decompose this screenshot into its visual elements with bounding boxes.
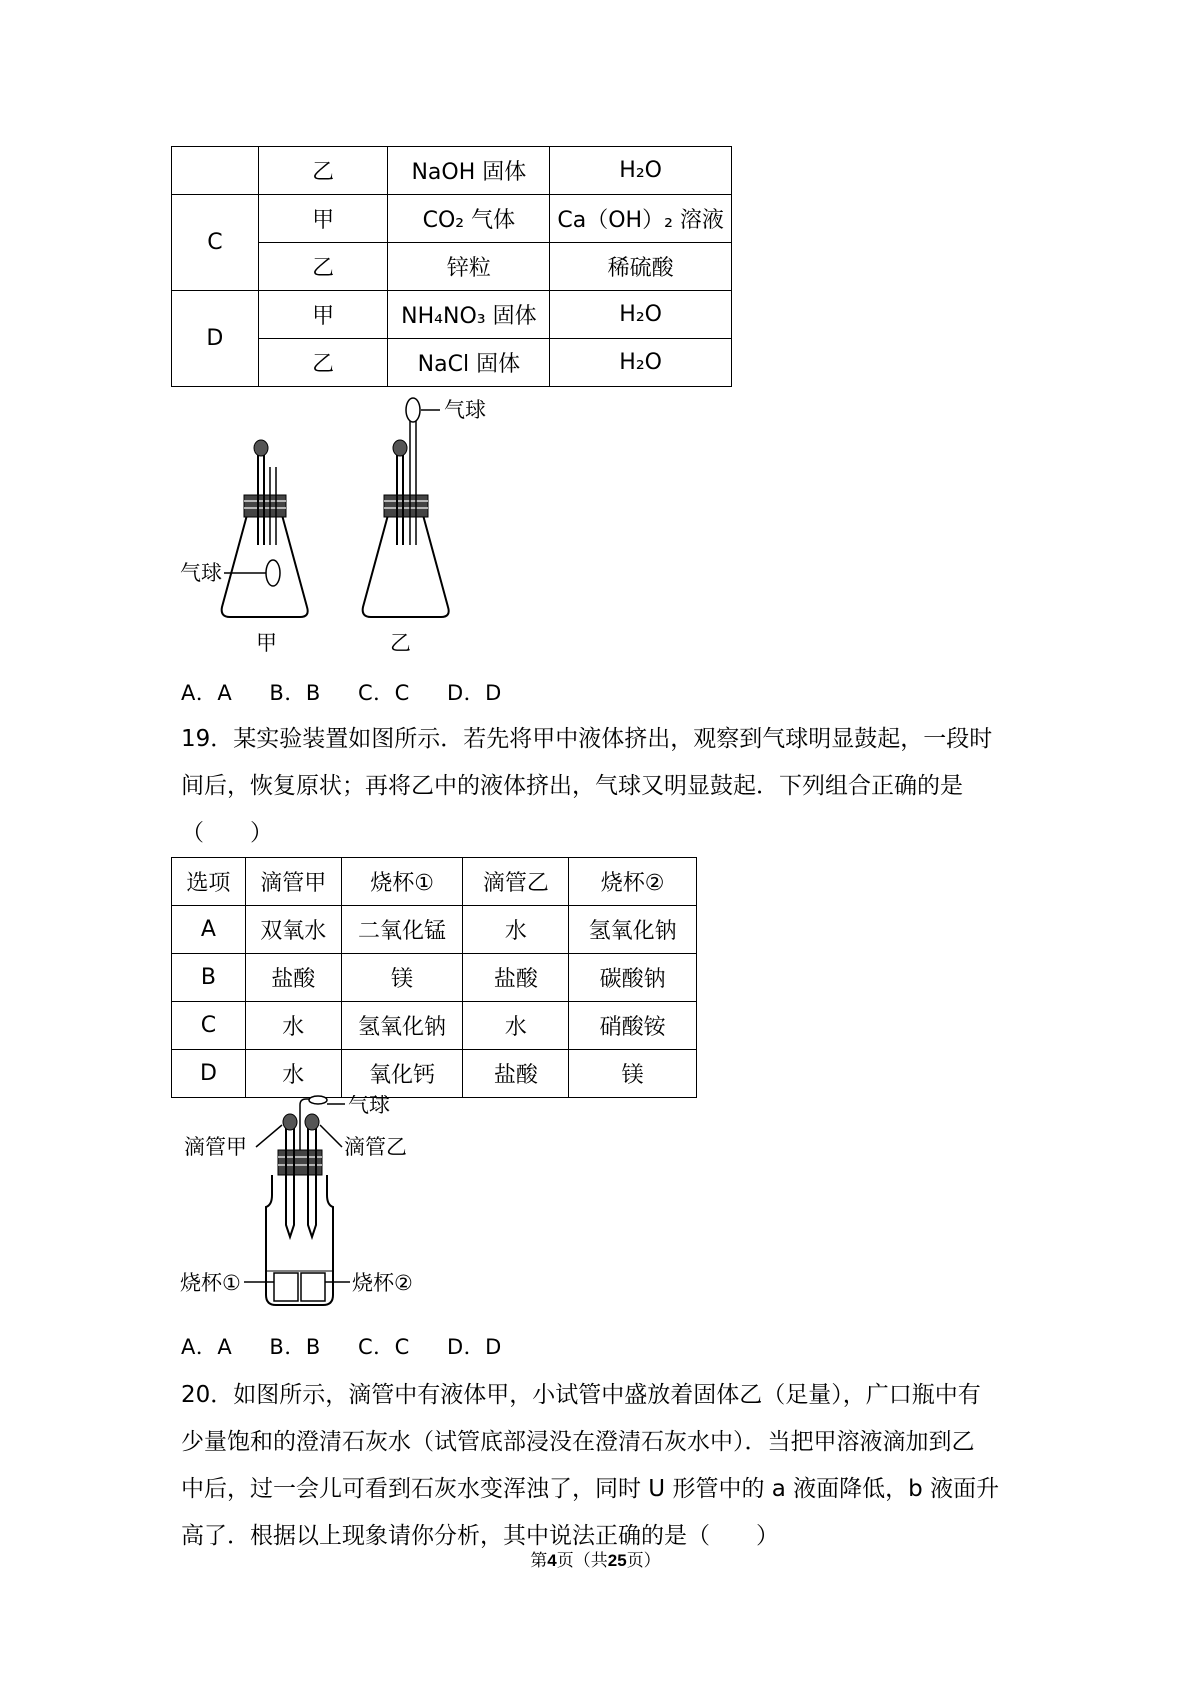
table-cell: 盐酸: [463, 1050, 569, 1098]
table-row: [172, 195, 732, 243]
footer-suffix: 页）: [626, 1551, 661, 1571]
q19-table: [171, 857, 697, 1098]
table-cell: 氧化钙: [341, 1050, 463, 1098]
q19-line-1: 19．某实验装置如图所示．若先将甲中液体挤出，观察到气球明显鼓起，一段时: [181, 726, 993, 752]
table-header-cell: 滴管乙: [463, 858, 569, 906]
table-header-cell: 烧杯②: [569, 858, 697, 906]
table-row: [172, 906, 697, 954]
choice-b: B．B: [269, 1335, 321, 1359]
q20-stem: [181, 1372, 1021, 1560]
table-cell: C: [172, 195, 259, 291]
table-header-cell: 烧杯①: [341, 858, 463, 906]
q18-flask-figure: [170, 395, 510, 660]
q19-choices: [181, 1331, 532, 1361]
table-cell: 双氧水: [245, 906, 341, 954]
q20-line-2: 少量饱和的澄清石灰水（试管底部浸没在澄清石灰水中）．当把甲溶液滴加到乙: [181, 1429, 975, 1455]
table-cell: 水: [245, 1050, 341, 1098]
choice-d: D．D: [446, 681, 502, 705]
table-header-cell: 滴管甲: [245, 858, 341, 906]
balloon-label-yi: 气球: [444, 398, 486, 422]
q18-table: [171, 146, 732, 387]
table-cell: 水: [245, 1002, 341, 1050]
table-cell: Ca（OH）₂ 溶液: [550, 195, 732, 243]
table-cell: NH₄NO₃ 固体: [388, 291, 550, 339]
q20-line-4: 高了．根据以上现象请你分析，其中说法正确的是（ ）: [181, 1523, 779, 1549]
table-cell: 硝酸铵: [569, 1002, 697, 1050]
table-cell: 氢氧化钠: [569, 906, 697, 954]
table-cell: 锌粒: [388, 243, 550, 291]
table-cell: 镁: [569, 1050, 697, 1098]
table-cell: 水: [463, 906, 569, 954]
beaker-2-label: 烧杯②: [352, 1271, 413, 1295]
table-cell: H₂O: [550, 291, 732, 339]
q18-choices: [181, 677, 532, 707]
q19-stem: [181, 716, 1021, 857]
table-cell: D: [172, 291, 259, 387]
table-cell: C: [172, 1002, 246, 1050]
q20-line-3: 中后，过一会儿可看到石灰水变浑浊了，同时 U 形管中的 a 液面降低，b 液面升: [181, 1476, 1000, 1502]
table-cell: 盐酸: [245, 954, 341, 1002]
q19-line-2: 间后，恢复原状；再将乙中的液体挤出，气球又明显鼓起．下列组合正确的是: [181, 773, 963, 799]
table-cell: H₂O: [550, 147, 732, 195]
table-cell: B: [172, 954, 246, 1002]
balloon-label: 气球: [348, 1095, 390, 1117]
flask-caption-jia: 甲: [256, 631, 277, 655]
page-footer: [0, 1546, 1191, 1571]
table-cell: 甲: [258, 195, 388, 243]
footer-prefix: 第: [530, 1551, 548, 1571]
table-cell: A: [172, 906, 246, 954]
flask-jia: [222, 440, 308, 617]
balloon-label-jia: 气球: [180, 561, 222, 585]
table-cell: 镁: [341, 954, 463, 1002]
choice-a: A．A: [181, 1335, 233, 1359]
q19-line-3: （ ）: [181, 820, 273, 846]
table-cell: NaCl 固体: [388, 339, 550, 387]
table-cell: 碳酸钠: [569, 954, 697, 1002]
table-header-row: [172, 858, 697, 906]
table-cell: 乙: [258, 339, 388, 387]
table-row: [172, 954, 697, 1002]
table-cell: 甲: [258, 291, 388, 339]
choice-d: D．D: [446, 1335, 502, 1359]
table-row: [172, 1050, 697, 1098]
choice-a: A．A: [181, 681, 233, 705]
table-cell: D: [172, 1050, 246, 1098]
table-cell: H₂O: [550, 339, 732, 387]
footer-middle: 页（共: [556, 1551, 608, 1571]
table-cell: [172, 147, 259, 195]
table-cell: 氢氧化钠: [341, 1002, 463, 1050]
flask-caption-yi: 乙: [390, 631, 411, 655]
table-row: [172, 147, 732, 195]
footer-page-number: 4: [547, 1551, 557, 1570]
table-cell: 水: [463, 1002, 569, 1050]
footer-total-pages: 25: [607, 1551, 627, 1570]
table-header-cell: 选项: [172, 858, 246, 906]
table-cell: 乙: [258, 243, 388, 291]
dropper-yi-label: 滴管乙: [344, 1135, 407, 1159]
table-cell: 稀硫酸: [550, 243, 732, 291]
choice-c: C．C: [357, 1335, 410, 1359]
table-cell: 乙: [258, 147, 388, 195]
table-row: [172, 1002, 697, 1050]
q19-jar-figure: [180, 1095, 430, 1315]
q20-line-1: 20．如图所示，滴管中有液体甲，小试管中盛放着固体乙（足量），广口瓶中有: [181, 1382, 981, 1408]
table-cell: NaOH 固体: [388, 147, 550, 195]
beaker-1-label: 烧杯①: [180, 1271, 241, 1295]
table-cell: 盐酸: [463, 954, 569, 1002]
table-row: [172, 291, 732, 339]
choice-b: B．B: [269, 681, 321, 705]
table-cell: 二氧化锰: [341, 906, 463, 954]
dropper-jia-label: 滴管甲: [184, 1135, 247, 1159]
choice-c: C．C: [357, 681, 410, 705]
flask-yi: [363, 398, 449, 617]
table-cell: CO₂ 气体: [388, 195, 550, 243]
